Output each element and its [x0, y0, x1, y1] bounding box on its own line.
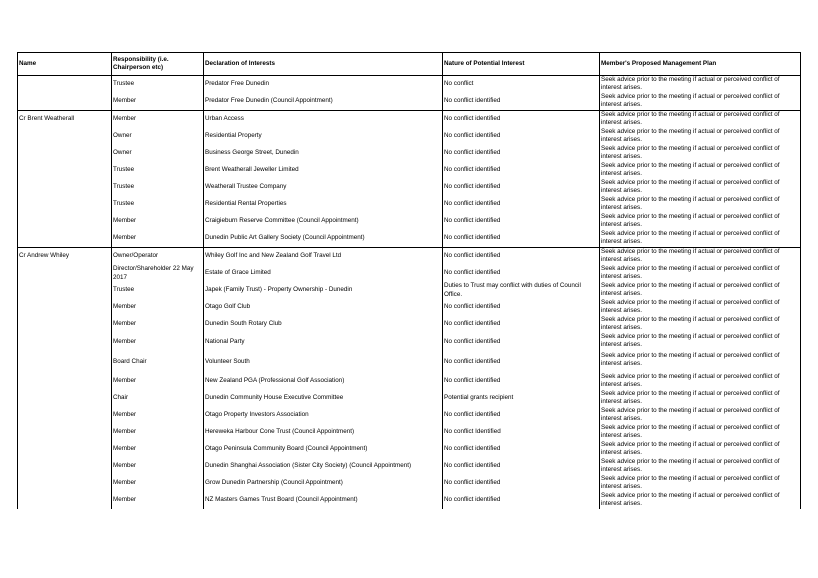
table-row — [18, 458, 801, 475]
nature-cell: No conflict identified — [443, 458, 600, 475]
name-cell — [18, 458, 112, 475]
plan-cell: Seek advice prior to the meeting if actual or perceived conflict of interest arises. — [600, 128, 801, 145]
header-row — [18, 53, 801, 76]
plan-cell: Seek advice prior to the meeting if actual or perceived conflict of interest arises. — [600, 179, 801, 196]
nature-cell: No conflict identified — [443, 213, 600, 230]
responsibility-cell: Member — [112, 441, 204, 458]
nature-cell: No conflict identified — [443, 230, 600, 248]
interests-register-table — [17, 52, 801, 509]
name-cell — [18, 475, 112, 492]
nature-cell: No conflict identified — [443, 128, 600, 145]
name-cell — [18, 390, 112, 407]
name-cell: Cr Andrew Whiley — [18, 248, 112, 266]
nature-cell: No conflict identified — [443, 299, 600, 316]
table-row — [18, 475, 801, 492]
table-row — [18, 441, 801, 458]
name-cell — [18, 93, 112, 111]
declaration-cell: Brent Weatherall Jeweller Limited — [204, 162, 443, 179]
responsibility-cell: Member — [112, 299, 204, 316]
nature-cell: No conflict identified — [443, 475, 600, 492]
plan-cell: Seek advice prior to the meeting if actual or perceived conflict of interest arises. — [600, 162, 801, 179]
nature-cell: No conflict identified — [443, 93, 600, 111]
nature-cell: No conflict identified — [443, 333, 600, 352]
declaration-cell: National Party — [204, 333, 443, 352]
header-name: Name — [18, 53, 112, 76]
plan-cell: Seek advice prior to the meeting if actual or perceived conflict of interest arises. — [600, 248, 801, 266]
name-cell: Cr Brent Weatherall — [18, 111, 112, 129]
nature-cell: No conflict identified — [443, 196, 600, 213]
table-row — [18, 145, 801, 162]
responsibility-cell: Member — [112, 492, 204, 509]
plan-cell: Seek advice prior to the meeting if actual or perceived conflict of interest arises. — [600, 373, 801, 390]
plan-cell: Seek advice prior to the meeting if actual or perceived conflict of interest arises. — [600, 299, 801, 316]
nature-cell: No conflict identified — [443, 492, 600, 509]
table-row — [18, 111, 801, 129]
declaration-cell: Residential Property — [204, 128, 443, 145]
declaration-cell: Weatherall Trustee Company — [204, 179, 443, 196]
declaration-cell: Grow Dunedin Partnership (Council Appointment) — [204, 475, 443, 492]
plan-cell: Seek advice prior to the meeting if actual or perceived conflict of interest arises. — [600, 111, 801, 129]
table-row — [18, 213, 801, 230]
table-row — [18, 352, 801, 373]
name-cell — [18, 196, 112, 213]
declaration-cell: Urban Access — [204, 111, 443, 129]
declaration-cell: Otago Property Investors Association — [204, 407, 443, 424]
declaration-cell: Dunedin Shanghai Association (Sister City Society) (Council Appointment) — [204, 458, 443, 475]
name-cell — [18, 76, 112, 94]
declaration-cell: Dunedin Public Art Gallery Society (Council Appointment) — [204, 230, 443, 248]
responsibility-cell: Member — [112, 424, 204, 441]
nature-cell: No conflict identified — [443, 248, 600, 266]
declaration-cell: Japek (Family Trust) - Property Ownership - Dunedin — [204, 282, 443, 299]
declaration-cell: Business George Street, Dunedin — [204, 145, 443, 162]
nature-cell: No conflict Identified — [443, 424, 600, 441]
nature-cell: No conflict identified — [443, 407, 600, 424]
declaration-cell: Estate of Grace Limited — [204, 265, 443, 282]
table-row — [18, 230, 801, 248]
plan-cell: Seek advice prior to the meeting if actual or perceived conflict of interest arises. — [600, 265, 801, 282]
table-row — [18, 282, 801, 299]
table-row — [18, 179, 801, 196]
nature-cell: No conflict identified — [443, 145, 600, 162]
declaration-cell: Dunedin South Rotary Club — [204, 316, 443, 333]
responsibility-cell: Board Chair — [112, 352, 204, 373]
table-row — [18, 373, 801, 390]
nature-cell: No conflict identified — [443, 162, 600, 179]
nature-cell: No conflict identified — [443, 265, 600, 282]
responsibility-cell: Owner — [112, 145, 204, 162]
table-row — [18, 93, 801, 111]
declaration-cell: Otago Peninsula Community Board (Council Appointment) — [204, 441, 443, 458]
responsibility-cell: Member — [112, 316, 204, 333]
name-cell — [18, 316, 112, 333]
name-cell — [18, 230, 112, 248]
declaration-cell: New Zealand PGA (Professional Golf Association) — [204, 373, 443, 390]
plan-cell: Seek advice prior to the meeting if actual or perceived conflict of interest arises. — [600, 458, 801, 475]
name-cell — [18, 441, 112, 458]
plan-cell: Seek advice prior to the meeting if actual or perceived conflict of interest arises. — [600, 196, 801, 213]
responsibility-cell: Trustee — [112, 76, 204, 94]
name-cell — [18, 265, 112, 282]
plan-cell: Seek advice prior to the meeting if actual or perceived conflict of interest arises. — [600, 213, 801, 230]
nature-cell: No conflict identified — [443, 352, 600, 373]
header-declaration: Declaration of Interests — [204, 53, 443, 76]
name-cell — [18, 145, 112, 162]
nature-cell: No conflict identified — [443, 441, 600, 458]
responsibility-cell: Trustee — [112, 179, 204, 196]
table-row — [18, 492, 801, 509]
name-cell — [18, 179, 112, 196]
name-cell — [18, 492, 112, 509]
name-cell — [18, 333, 112, 352]
plan-cell: Seek advice prior to the meeting if actual or perceived conflict of interest arises. — [600, 407, 801, 424]
nature-cell: Potential grants recipient — [443, 390, 600, 407]
name-cell — [18, 162, 112, 179]
table-row — [18, 424, 801, 441]
responsibility-cell: Member — [112, 111, 204, 129]
plan-cell: Seek advice prior to the meeting if actual or perceived conflict of interest arises. — [600, 145, 801, 162]
responsibility-cell: Member — [112, 230, 204, 248]
plan-cell: Seek advice prior to the meeting if actual or perceived conflict of interest arises. — [600, 93, 801, 111]
nature-cell: No conflict identified — [443, 179, 600, 196]
plan-cell: Seek advice prior to the meeting if actual or perceived conflict of interest arises. — [600, 441, 801, 458]
declaration-cell: Volunteer South — [204, 352, 443, 373]
plan-cell: Seek advice prior to the meeting if actual or perceived conflict of interest arises. — [600, 333, 801, 352]
name-cell — [18, 424, 112, 441]
declaration-cell: Predator Free Dunedin — [204, 76, 443, 94]
name-cell — [18, 352, 112, 373]
table-row — [18, 162, 801, 179]
name-cell — [18, 282, 112, 299]
responsibility-cell: Member — [112, 475, 204, 492]
responsibility-cell: Member — [112, 458, 204, 475]
table-row — [18, 128, 801, 145]
responsibility-cell: Member — [112, 373, 204, 390]
responsibility-cell: Member — [112, 93, 204, 111]
declaration-cell: Whiley Golf Inc and New Zealand Golf Travel Ltd — [204, 248, 443, 266]
table-row — [18, 390, 801, 407]
responsibility-cell: Trustee — [112, 196, 204, 213]
plan-cell: Seek advice prior to the meeting if actual or perceived conflict of interest arises. — [600, 230, 801, 248]
responsibility-cell: Owner/Operator — [112, 248, 204, 266]
nature-cell: Duties to Trust may conflict with duties of Council Office. — [443, 282, 600, 299]
name-cell — [18, 407, 112, 424]
plan-cell: Seek advice prior to the meeting if actual or perceived conflict of interest arises. — [600, 352, 801, 373]
plan-cell: Seek advice prior to the meeting if actual or perceived conflict of interest arises. — [600, 76, 801, 94]
plan-cell: Seek advice prior to the meeting if actual or perceived conflict of interest arises. — [600, 492, 801, 509]
declaration-cell: Dunedin Community House Executive Committee — [204, 390, 443, 407]
nature-cell: No conflict identified — [443, 316, 600, 333]
responsibility-cell: Director/Shareholder 22 May 2017 — [112, 265, 204, 282]
declaration-cell: NZ Masters Games Trust Board (Council Appointment) — [204, 492, 443, 509]
table-row — [18, 407, 801, 424]
table-row — [18, 265, 801, 282]
nature-cell: No conflict — [443, 76, 600, 94]
responsibility-cell: Trustee — [112, 162, 204, 179]
name-cell — [18, 128, 112, 145]
table-row — [18, 333, 801, 352]
header-plan: Member's Proposed Management Plan — [600, 53, 801, 76]
responsibility-cell: Member — [112, 407, 204, 424]
name-cell — [18, 213, 112, 230]
table-row — [18, 248, 801, 266]
nature-cell: No conflict identified — [443, 373, 600, 390]
declaration-cell: Hereweka Harbour Cone Trust (Council Appointment) — [204, 424, 443, 441]
declaration-cell: Residential Rental Properties — [204, 196, 443, 213]
nature-cell: No conflict identified — [443, 111, 600, 129]
table-row — [18, 76, 801, 94]
responsibility-cell: Trustee — [112, 282, 204, 299]
table-row — [18, 299, 801, 316]
responsibility-cell: Chair — [112, 390, 204, 407]
declaration-cell: Predator Free Dunedin (Council Appointment) — [204, 93, 443, 111]
plan-cell: Seek advice prior to the meeting if actual or perceived conflict of interest arises. — [600, 424, 801, 441]
plan-cell: Seek advice prior to the meeting if actual or perceived conflict of interest arises. — [600, 390, 801, 407]
header-responsibility: Responsibility (i.e. Chairperson etc) — [112, 53, 204, 76]
responsibility-cell: Member — [112, 213, 204, 230]
declaration-cell: Otago Golf Club — [204, 299, 443, 316]
name-cell — [18, 373, 112, 390]
responsibility-cell: Owner — [112, 128, 204, 145]
plan-cell: Seek advice prior to the meeting if actual or perceived conflict of interest arises. — [600, 475, 801, 492]
table-row — [18, 196, 801, 213]
name-cell — [18, 299, 112, 316]
table-row — [18, 316, 801, 333]
plan-cell: Seek advice prior to the meeting if actual or perceived conflict of interest arises. — [600, 282, 801, 299]
declaration-cell: Craigieburn Reserve Committee (Council Appointment) — [204, 213, 443, 230]
plan-cell: Seek advice prior to the meeting if actual or perceived conflict of interest arises. — [600, 316, 801, 333]
responsibility-cell: Member — [112, 333, 204, 352]
header-nature: Nature of Potential Interest — [443, 53, 600, 76]
